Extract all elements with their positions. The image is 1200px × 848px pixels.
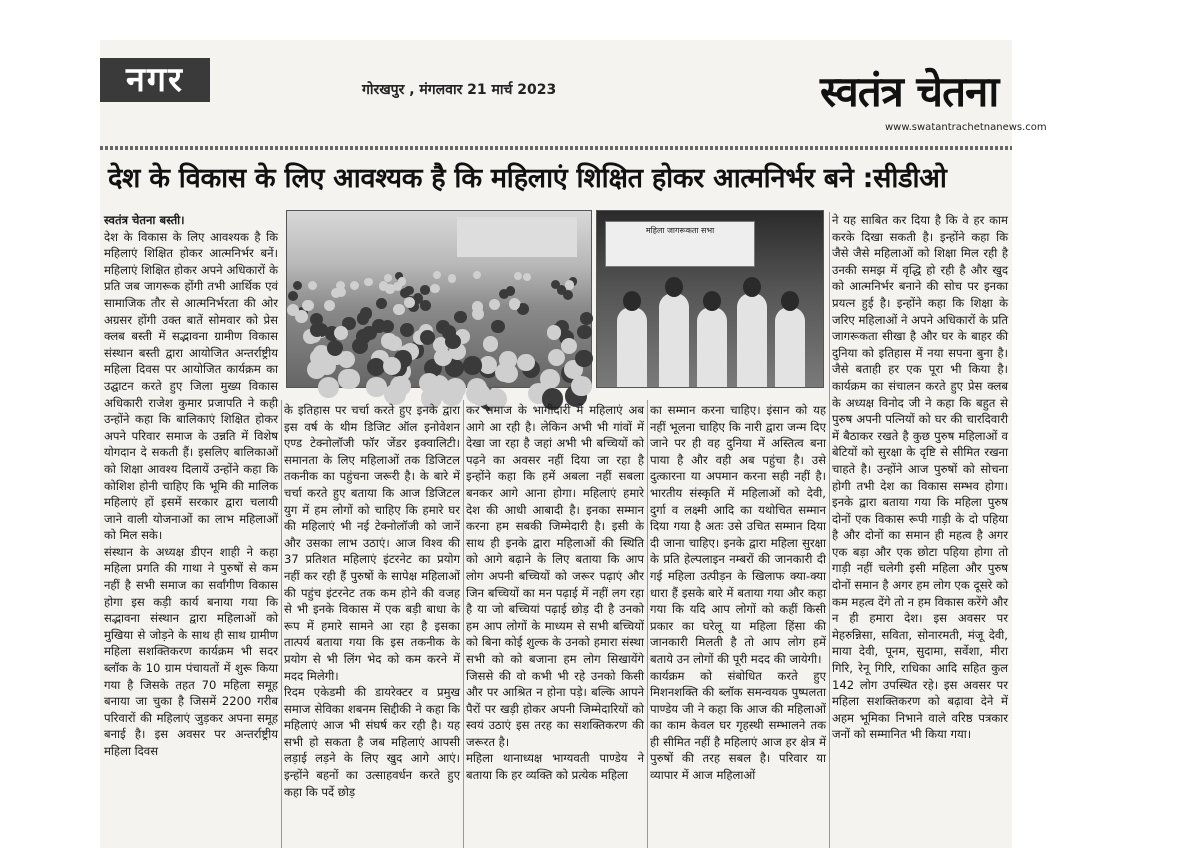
audience-member <box>454 311 467 324</box>
masthead-rule <box>100 146 1012 150</box>
audience-member <box>489 299 500 310</box>
section-label: नगर <box>100 58 210 102</box>
article-column-1 <box>104 212 278 848</box>
audience-member <box>517 354 535 372</box>
audience-member <box>577 325 591 339</box>
event-stage-photo <box>596 210 824 388</box>
audience-member <box>523 273 531 281</box>
stage-person <box>697 307 727 387</box>
stage-person-head <box>781 291 799 311</box>
column-divider <box>829 212 830 848</box>
audience-member <box>420 330 435 345</box>
stage-banner-text: महिला जागरूकता सभा <box>645 226 715 235</box>
audience-member <box>571 376 591 396</box>
newspaper-url: www.swatantrachetnanews.com <box>885 122 1047 133</box>
audience-member <box>433 271 441 279</box>
audience-member <box>293 281 302 290</box>
stage-person-head <box>623 291 641 311</box>
paragraph: ने यह साबित कर दिया है कि वे हर काम करके दिखा सकती है। इन्होंने कहा कि जैसे जैसे महिलाओं को शिक्षा मिल रही है उनकी समझ में वृद्धि हो रही है और खुद को आत्मनिर्भर बनाने की सोच पर इनका प्रयत्न हुई है। इन्होंने कहा कि शिक्षा के जरिए महिलाओं ने अपने अधिकारों के प्रति जागरूकता सीखा है और घर के बाहर की दुनिया को इतिहास में नया सपना बुना है। जैसे बताही हर एक पूरा भी किया है। कार्यक्रम का संचालन करते हुए प्रेस क्लब के अध्यक्ष विनोद जी ने कहा कि बहुत से पुरुष अपनी पत्नियों को घर की चारदिवारी में बैठाकर रखते है कुछ पुरुष महिलाओं व बेटियों को सुरक्षा के दृष्टि से सीमित रखना चाहते है। उन्होंने आज पुरुषों को सोचना होगी तभी देश का विकास सम्भव होगा। इनके द्वारा बताया गया कि महिला पुरुष दोनों एक विकास रूपी गाड़ी के दो पहिया है और दोनों का समान ही महत्व है अगर एक बड़ा और एक छोटा पहिया होगा तो गाड़ी नहीं चलेगी इसी महिला और पुरुष दोनों समान है अगर हम लोग एक दूसरे को कम महत्व देंगे तो न हम विकास करेंगे और न ही हमारा देश। इस अवसर पर मेहरुन्निसा, सविता, सोनारमती, मंजू देवी, माया देवी, पूनम, सुदामा, सर्वेशा, मीरा गिरि, रेनू गिरि, राधिका आदि सहित कुल 142 लोग उपस्थित रहे। इस अवसर पर महिला सशक्तिकरण को बढ़ावा देने में अहम भूमिका निभाने वाले वरिष्ठ पत्रकार जनों को सम्मानित भी किया गया। <box>832 213 1008 742</box>
audience-member <box>376 298 387 309</box>
article-column-5 <box>832 212 1008 848</box>
audience-member <box>360 307 372 319</box>
audience-member <box>350 281 359 290</box>
audience-member <box>400 288 410 298</box>
audience-member <box>324 300 335 311</box>
stage-banner <box>605 221 755 267</box>
stage-person-head <box>665 277 683 297</box>
paragraph: संस्थान के अध्यक्ष डीएन शाही ने कहा महिला प्रगति की गाथा ने पुरुषों से कम नहीं है सभी समाज का सर्वांगीण विकास होगा इस कड़ी कार्य बनाया गया कि सद्भावना संस्थान द्वारा महिलाओं को मुखिया से जोड़ने के साथ ही साथ ग्रामीण महिला सशक्तिकरण कार्यक्रम भी सदर ब्लॉक के 10 ग्राम पंचायतों में शुरू किया गया है जिसके तहत 70 महिला समूह बनाया जा चुका है जिसमें 2200 गरीब परिवारों की महिलाएं जुड़कर अपना समूह बनाई है। इस अवसर पर अन्तर्राष्ट्रीय महिला दिवस <box>104 544 278 758</box>
audience-member <box>495 363 514 382</box>
paragraph: का सम्मान करना चाहिए। इंसान को यह नहीं भूलना चाहिए कि नारी द्वारा जन्म दिए जाने पर ही वह दुनिया में अस्तित्व बना पाया है और वही अब पहुंचा है। उसे दुत्कारना या अपमान करना सही नहीं है। भारतीय संस्कृति में महिलाओं को देवी, दुर्गा व लक्ष्मी आदि का यथोचित सम्मान दिया गया है अतः उसे उचित सम्मान दिया दी जाना चाहिए। इनके द्वारा महिला सुरक्षा के प्रति हेल्पलाइन नम्बरों की जानकारी दी गई महिला उत्पीड़न के खिलाफ क्या-क्या धारा हैं इसके बारे में बताया गया और कहा गया कि यदि आप लोगों को कहीं किसी प्रकार का घरेलू या महिला हिंसा की जानकारी मिलती है तो आप लोग हमें बताये उन लोगों की पूरी मदद की जायेगी। <box>650 403 826 666</box>
audience-member <box>364 278 373 287</box>
event-audience-photo <box>286 210 592 388</box>
audience-member <box>302 300 313 311</box>
newspaper-name: स्वतंत्र चेतना <box>820 67 999 116</box>
audience-member <box>442 325 456 339</box>
audience-member <box>362 326 377 341</box>
audience-member <box>472 301 484 313</box>
paragraph: देश के विकास के लिए आवश्यक है कि महिलाएं शिक्षित होकर आत्मनिर्भर बनें। महिलाएं शिक्षित होकर अपने अधिकारों के प्रति जब जागरूक होंगी तभी आर्थिक एवं सामाजिक तौर से आत्मनिर्भरता की ओर अग्रसर होंगी उक्त बातें सोमवार को प्रेस क्लब बस्ती में सद्भावना ग्रामीण विकास संस्थान बस्ती द्वारा आयोजित अन्तर्राष्ट्रीय महिला दिवस पर आयोजित कार्यक्रम का उद्घाटन करते हुए जिला मुख्य विकास अधिकारी राजेश कुमार प्रजापति ने कही उन्होंने कहा कि बालिकाएं शिक्षित होकर अपने परिवार समाज के उन्नति में विशेष योगदान दे सकती हैं। इसलिए बालिकाओं को शिक्षा आवश्य दिलायें उन्होंने कहा कि कोशिश होनी चाहिए कि भूमि की मालिक महिलाएं हों इसमें सरकार द्वारा चलायी जाने वाली योजनाओं का लाभ महिलाओं को मिल सके। <box>104 229 278 543</box>
paragraph: कार्यक्रम को संबोधित करते हुए मिशनशक्ति की ब्लॉक समन्वयक पुष्पलता पाण्डेय जी ने कहा कि आज की महिलाओं का काम केवल घर गृहस्थी सम्भालने तक ही सीमित नहीं है महिलाएं आज हर क्षेत्र में पुरुषों की तरह सबल है। परिवार या व्यापार में आज महिलाओं <box>650 668 826 783</box>
audience-member <box>308 281 317 290</box>
stage-person <box>617 307 647 387</box>
audience-member <box>352 338 368 354</box>
audience-member <box>463 356 481 374</box>
audience-member <box>448 274 456 282</box>
audience-member <box>381 320 395 334</box>
audience-member <box>565 280 574 289</box>
audience-member <box>327 340 343 356</box>
stage-person <box>775 307 805 387</box>
paragraph: कर समाज के भागीदारी में महिलाएं अब आगे आ रही है। लेकिन अभी भी गांवों में देखा जा रहा है जहां अभी भी बच्चियों को पढ़ने का अवसर नहीं दिया जा रहा है इन्होंने कहा कि हमें अबला नहीं सबला बनकर आगे आना होगा। महिलाएं हमारे देश की आधी आबादी है। इनका सम्मान करना हम सबकी जिम्मेदारी है। इसी के साथ ही इनके द्वारा महिलाओं की स्थिति को आगे बढ़ाने के लिए बताया कि आप लोग अपनी बच्चियों को जरूर पढ़ाएं और जिन बच्चियों का मन पढ़ाई में नहीं लग रहा है या जो बच्चियां पढ़ाई छोड़ दी है उनको हम आप लोगों के माध्यम से सभी बच्चियों को बिना कोई शुल्क के उनको हमारा संस्था सभी को को बजाना हम लोग सिखायेंगे जिससे की वो कभी भी रहे उनको किसी और पर आश्रित न होना पड़े। बल्कि आपने पैरों पर खड़ी होकर अपनी जिम्मेदारियों को स्वयं उठाएं इस तरह का सशक्तिकरण की जरूरत है। <box>466 403 644 749</box>
audience-member <box>563 290 573 300</box>
audience-member <box>385 284 395 294</box>
article-column-3 <box>466 402 644 848</box>
audience-member <box>310 323 324 337</box>
audience-member <box>580 312 593 325</box>
audience-member <box>307 360 326 379</box>
audience-member <box>334 326 348 340</box>
stage-person <box>737 293 767 387</box>
audience-member <box>381 333 396 348</box>
audience-member <box>561 338 577 354</box>
newspaper-clipping <box>100 40 1047 848</box>
audience-member <box>483 336 499 352</box>
dateline: गोरखपुर , मंगलवार 21 मार्च 2023 <box>362 82 557 98</box>
audience-member <box>390 376 410 396</box>
audience-member <box>514 272 522 280</box>
audience-member <box>318 377 339 398</box>
article-column-4 <box>650 402 826 848</box>
article-column-2 <box>284 402 460 848</box>
audience-member <box>434 349 451 366</box>
audience-member <box>383 357 401 375</box>
audience-member <box>288 291 298 301</box>
audience-member <box>400 323 414 337</box>
stage-person-head <box>743 277 761 297</box>
audience-member <box>547 325 561 339</box>
paragraph: रिदम एकेडमी की डायरेक्टर व प्रमुख समाज सेविका शबनम सिद्दीकी ने कहा कि महिलाएं आज भी संघर्ष कर रही है। यह सभी हो सकता है जब महिलाएं आपसी लड़ाई लड़ने के लिए खुद आगे आएं। इन्होंने बहनों का उत्साहवर्धन करते हुए कहा कि पर्दे छोड़ <box>284 685 460 799</box>
stage-person-head <box>703 291 721 311</box>
audience-member <box>341 369 361 389</box>
paragraph: महिला थानाध्यक्ष भाग्यवती पाण्डेय ने बताया कि हर व्यक्ति को प्रत्येक महिला <box>466 751 644 783</box>
byline: स्वतंत्र चेतना बस्ती। <box>104 213 185 227</box>
audience-member <box>506 286 516 296</box>
paragraph: के इतिहास पर चर्चा करते हुए इनके द्वारा इस वर्ष के थीम डिजिट ऑल इनोवेशन एण्ड टेक्नोलॉजी फॉर जेंडर इक्वालिटी। समानता के लिए महिलाओं तक डिजिटल तकनीक का पहुंचना जरूरी है। के बारे में चर्चा करते हुए बताया कि आज डिजिटल युग में हम लोगों को चाहिए कि हमारे घर की महिलाएं भी नई टेक्नोलॉजी को जानें और उसका लाभ उठाएं। आज विश्व की 37 प्रतिशत महिलाएं इंटरनेट का प्रयोग नहीं कर रही हैं पुरुषों के सापेक्ष महिलाओं की पहुंच इंटरनेट तक कम होने की वजह से भी इनके विकास में एक बड़ी बाधा के रूप में हमारे सामने आ रहा है इसका तात्पर्य बताया गया कि इस तकनीक के प्रयोग से भी लिंग भेद को कम करने में मदद मिलेगी। <box>284 403 460 683</box>
audience-member <box>430 284 440 294</box>
stage-person <box>659 293 689 387</box>
audience-member <box>575 350 592 367</box>
headline: देश के विकास के लिए आवश्यक है कि महिलाएं शिक्षित होकर आत्मनिर्भर बने :सीडीओ <box>108 163 947 194</box>
audience-member <box>473 271 481 279</box>
column-divider <box>463 400 464 848</box>
audience-member <box>420 285 430 295</box>
column-divider <box>647 400 648 848</box>
column-divider <box>281 400 282 848</box>
masthead <box>100 40 1047 140</box>
audience-member <box>491 320 505 334</box>
audience-member <box>393 304 405 316</box>
audience-member <box>366 377 387 398</box>
audience-member <box>509 298 520 309</box>
